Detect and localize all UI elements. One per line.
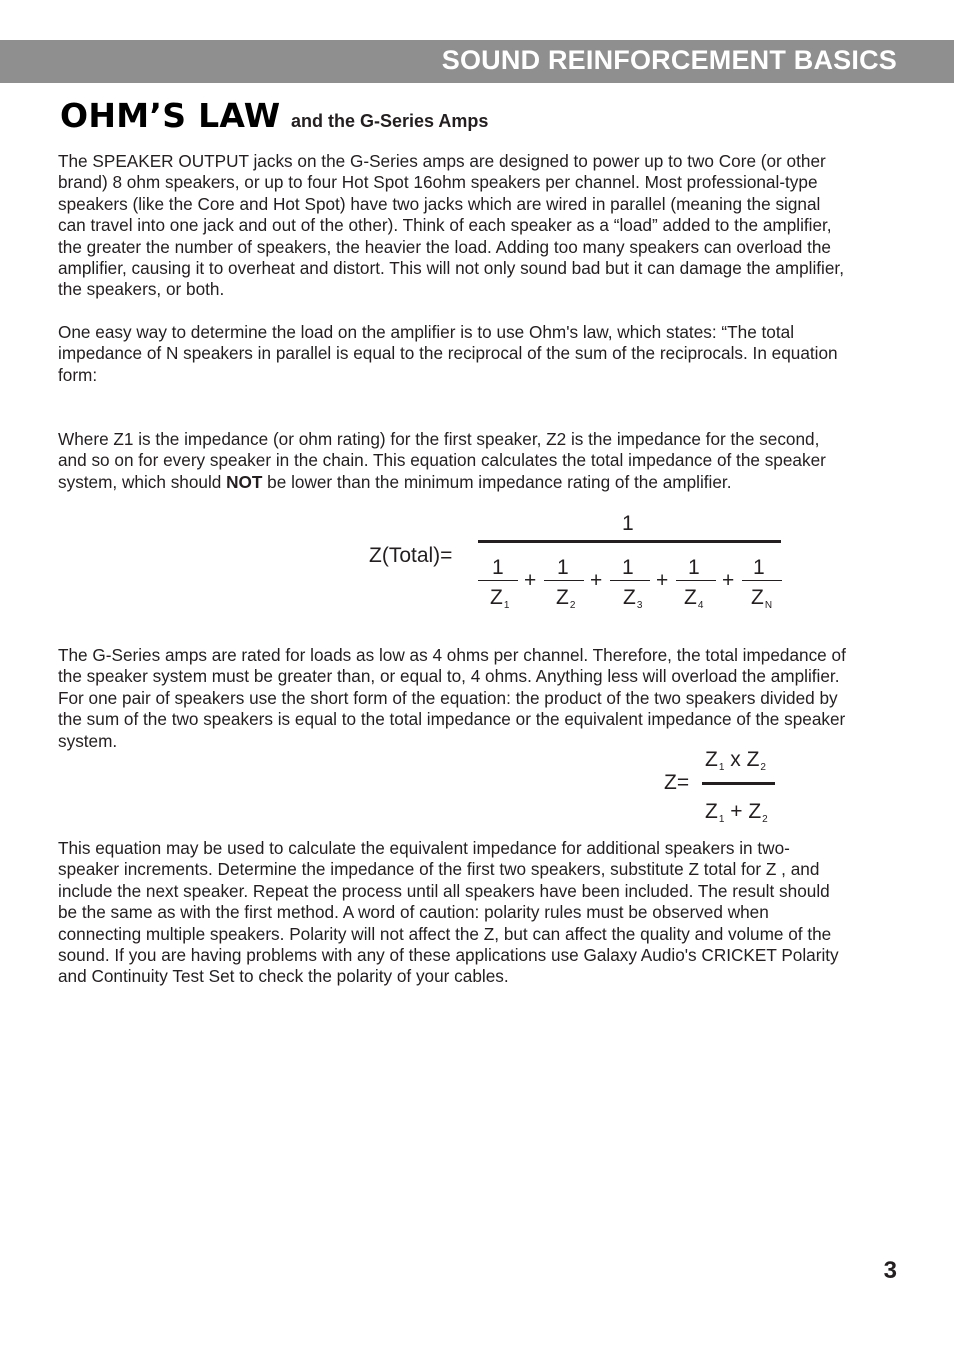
equation-term-numerator: 1: [622, 556, 634, 579]
paragraph-ohms-law: One easy way to determine the load on the amplifier is to use Ohm's law, which states: “The total impedance of N speakers in parallel is equal to the reciprocal of the sum of the reciprocals. In equation form:: [58, 322, 838, 385]
paragraph-speaker-output: The SPEAKER OUTPUT jacks on the G-Series amps are designed to power up to two Core (or other brand) 8 ohm speakers, or up to four Hot Spot 16ohm speakers per channel. Most professional-type speakers (like the Core and Hot Spot) have two jacks which are wired in parallel (meaning the signal can travel into one jack and out of the other). Think of each speaker as a “load” added to the amplifier, the greater the number of speakers, the heavier the load. Adding too many speakers can overload the amplifier, causing it to overheat and distort. This will not only sound bad but it can damage the amplifier, the speakers, or both.: [58, 151, 844, 300]
equation-subscript: 3: [636, 600, 643, 611]
equation-term-fraction-bar: [610, 580, 650, 581]
equation-subscript: 1: [718, 814, 725, 825]
paragraph-additional-speakers: This equation may be used to calculate the equivalent impedance for additional speakers in two-speaker increments. Determine the impedance of the first two speakers, substitute Z total for Z , and include the next speaker. Repeat the process until all speakers have been included. The result should be the same as with the first method. A word of caution: polarity rules must be observed when connecting multiple speakers. Polarity will not affect the Z, but can affect the quality and volume of the sound. If you are having problems with any of these applications use Galaxy Audio's CRICKET Polarity and Continuity Test Set to check the polarity of your cables.: [58, 838, 839, 987]
equation-operator: +: [730, 800, 743, 823]
equation-variable: Z: [705, 748, 718, 771]
equation-pair-label: Z=: [664, 771, 690, 794]
section-title: SOUND REINFORCEMENT BASICS: [441, 45, 897, 75]
equation-pair-denominator: [705, 801, 768, 825]
equation-plus: +: [590, 569, 603, 592]
equation-term-fraction-bar: [676, 580, 716, 581]
section-header-bar: [0, 40, 954, 83]
equation-term-fraction-bar: [478, 580, 518, 581]
equation-total-numerator: 1: [622, 512, 634, 535]
equation-operator: x: [730, 748, 741, 771]
paragraph-impedance-definition: [58, 429, 848, 493]
equation-variable: Z: [746, 748, 760, 771]
equation-total-label: Z(Total)=: [369, 544, 453, 567]
equation-term-numerator: 1: [557, 556, 569, 579]
equation-variable: Z: [623, 586, 636, 609]
equation-variable: Z: [748, 800, 762, 823]
equation-term-numerator: 1: [688, 556, 700, 579]
equation-plus: +: [656, 569, 669, 592]
equation-subscript: 2: [569, 600, 576, 611]
equation-term-denominator: [751, 587, 772, 611]
equation-variable: Z: [705, 800, 718, 823]
page-title: [60, 96, 488, 135]
equation-variable: Z: [684, 586, 697, 609]
page-title-main: OHM’S LAW: [60, 96, 281, 135]
equation-pair-fraction-bar: [702, 782, 775, 785]
page-number: 3: [883, 1257, 897, 1284]
equation-term-numerator: 1: [753, 556, 765, 579]
equation-term-denominator: [684, 587, 703, 611]
emphasis-not: NOT: [226, 471, 263, 492]
equation-subscript: 1: [503, 600, 510, 611]
paragraph-load-rating: The G-Series amps are rated for loads as low as 4 ohms per channel. Therefore, the total impedance of the speaker system must be greater than, or equal to, 4 ohms. Anything less will overload the amplifier. For one pair of speakers use the short form of the equation: the product of the two speakers divided by the sum of the two speakers is equal to the total impedance or the equivalent impedance of the speaker system.: [58, 645, 846, 751]
equation-variable: Z: [490, 586, 503, 609]
equation-term-denominator: [556, 587, 575, 611]
equation-variable: Z: [751, 586, 764, 609]
equation-term-denominator: [490, 587, 509, 611]
equation-variable: Z: [556, 586, 569, 609]
paragraph-text: be lower than the minimum impedance rating of the amplifier.: [262, 471, 732, 492]
equation-subscript: 2: [760, 762, 766, 773]
equation-term-fraction-bar: [742, 580, 782, 581]
page-title-sub: and the G-Series Amps: [290, 111, 489, 131]
equation-subscript: N: [764, 600, 773, 611]
equation-term-fraction-bar: [544, 580, 584, 581]
equation-pair-numerator: [705, 749, 766, 773]
equation-plus: +: [524, 569, 537, 592]
equation-main-fraction-bar: [478, 540, 781, 543]
paragraph-text: Where Z1 is the impedance (or ohm rating) for the first speaker, Z2 is the impedance for the second, and so on for every speaker in the chain. This equation calculates the total impedance of the speaker system, which should: [58, 429, 826, 492]
equation-term-denominator: [623, 587, 642, 611]
equation-subscript: 2: [762, 814, 768, 825]
equation-plus: +: [722, 569, 735, 592]
equation-term-numerator: 1: [492, 556, 504, 579]
equation-subscript: 1: [718, 762, 725, 773]
equation-subscript: 4: [697, 600, 704, 611]
